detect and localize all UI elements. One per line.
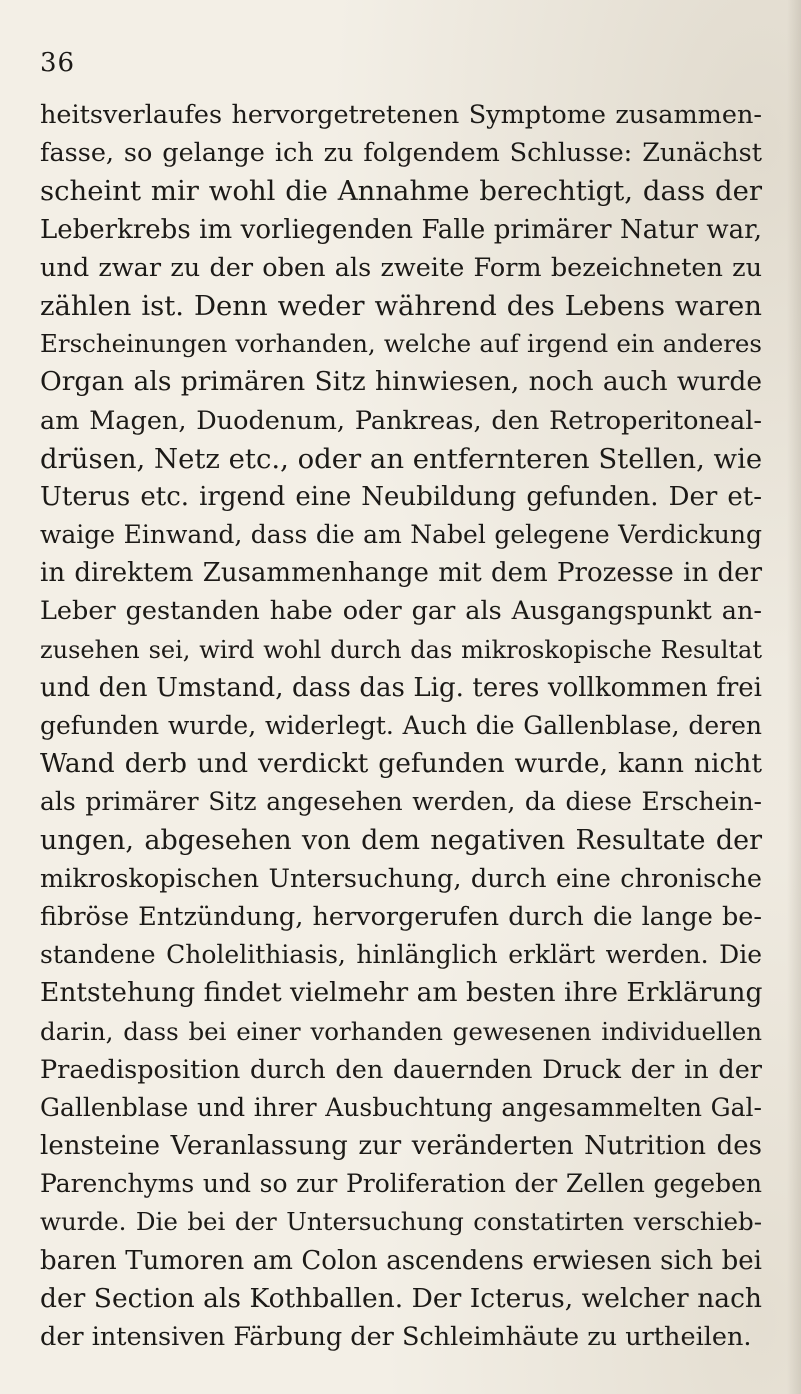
text-line: wurde. Die bei der Untersuchung constatirten verschieb- (40, 1207, 762, 1237)
page-edge-shadow (787, 0, 801, 1394)
text-line: Uterus etc. irgend eine Neubildung gefunden. Der et- (40, 481, 762, 512)
text-line: drüsen, Netz etc., oder an entfernteren Stellen, wie (40, 442, 763, 475)
text-line: Leberkrebs im vorliegenden Falle primärer Natur war, (40, 214, 762, 245)
text-line: Gallenblase und ihrer Ausbuchtung angesammelten Gal- (40, 1092, 762, 1122)
text-line: Erscheinungen vorhanden, welche auf irgend ein anderes (40, 329, 762, 359)
text-line: Organ als primären Sitz hinwiesen, noch auch wurde (40, 366, 762, 398)
text-line: standene Cholelithiasis, hinlänglich erklärt werden. Die (40, 940, 762, 970)
text-line: in direktem Zusammenhange mit dem Prozesse in der (40, 558, 762, 589)
text-line: lensteine Veranlassung zur veränderten Nutrition des (40, 1131, 762, 1162)
text-line: zusehen sei, wird wohl durch das mikroskopische Resultat (40, 635, 762, 664)
text-line: Parenchyms und so zur Proliferation der Zellen gegeben (40, 1169, 762, 1199)
text-line: fibröse Entzündung, hervorgerufen durch die lange be- (40, 901, 762, 932)
text-line: heitsverlaufes hervorgetretenen Symptome zusammen- (40, 100, 762, 130)
text-line: Wand derb und verdickt gefunden wurde, kann nicht (40, 748, 762, 780)
body-text (40, 96, 762, 1356)
text-line: Entstehung findet vielmehr am besten ihre Erklärung (40, 977, 763, 1009)
text-line: Praedisposition durch den dauernden Druck der in der (40, 1054, 762, 1085)
text-line: ungen, abgesehen von dem negativen Resultate der (40, 824, 762, 856)
text-line: gefunden wurde, widerlegt. Auch die Gallenblase, deren (40, 711, 762, 740)
text-line: darin, dass bei einer vorhanden gewesenen individuellen (40, 1016, 762, 1046)
text-line: als primärer Sitz angesehen werden, da diese Erschein- (40, 787, 762, 817)
text-line: scheint mir wohl die Annahme berechtigt, dass der (40, 175, 762, 208)
text-line: fasse, so gelange ich zu folgendem Schlusse: Zunächst (40, 138, 762, 169)
text-line: Leber gestanden habe oder gar als Ausgangspunkt an- (40, 596, 762, 627)
text-line: mikroskopischen Untersuchung, durch eine chronische (40, 863, 762, 894)
text-line: am Magen, Duodenum, Pankreas, den Retroperitoneal- (40, 405, 762, 436)
text-line: der intensiven Färbung der Schleimhäute zu urtheilen. (40, 1322, 752, 1352)
text-line: zählen ist. Denn weder während des Lebens waren (40, 289, 762, 322)
text-line: der Section als Kothballen. Der Icterus, welcher nach (40, 1282, 762, 1314)
text-line: und den Umstand, dass das Lig. teres vollkommen frei (40, 672, 762, 703)
text-line: baren Tumoren am Colon ascendens erwiesen sich bei (40, 1245, 762, 1276)
text-line: waige Einwand, dass die am Nabel gelegene Verdickung (40, 520, 762, 550)
page-number: 36 (40, 48, 76, 78)
text-line: und zwar zu der oben als zweite Form bezeichneten zu (40, 252, 762, 283)
